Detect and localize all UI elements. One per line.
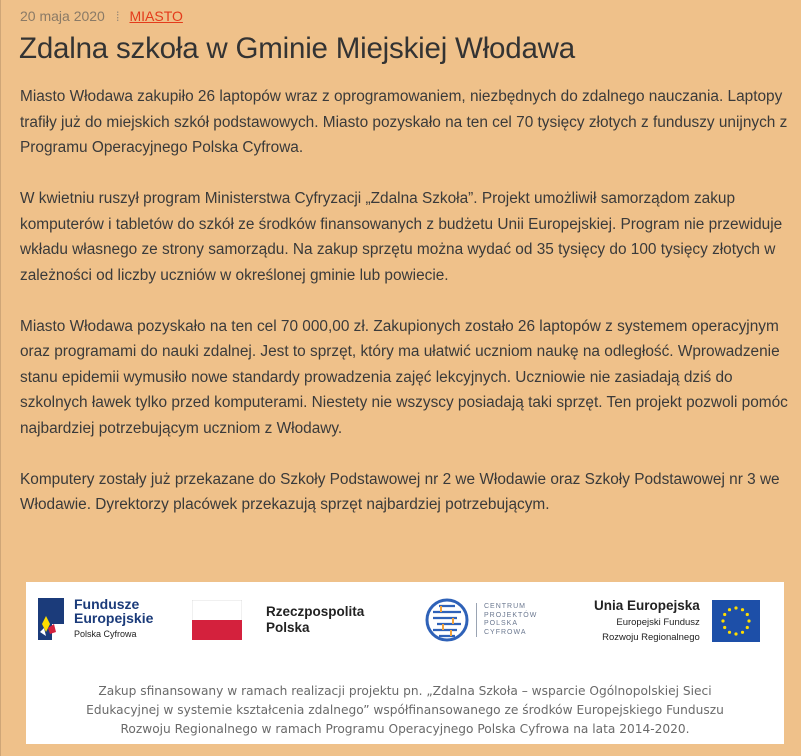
post-date: 20 maja 2020 — [20, 8, 105, 24]
fe-line3: Polska Cyfrowa — [74, 629, 137, 639]
article-paragraph: W kwietniu ruszył program Ministerstwa Cyfryzacji „Zdalna Szkoła”. Projekt umożliwił samorządom zakup komputerów i tabletów do szkół ze środków finansowanych z budżetu Unii Europejskiej. Program nie przewiduje wkładu własnego ze strony samorządu. Na zakup sprzętu można wydać od 35 tysięcy do 100 tysięcy złotych w zależności od liczby uczniów w określonej gminie lub powiecie. — [20, 190, 783, 284]
meta-separator: ⁞ — [115, 8, 120, 24]
fundusze-europejskie-icon — [34, 594, 68, 644]
article-paragraph: Komputery zostały już przekazane do Szkoły Podstawowej nr 2 we Włodawie oraz Szkoły Podstawowej nr 3 we Włodawie. Dyrektorzy placówek przekazują sprzęt najbardziej potrzebującym. — [20, 470, 780, 513]
fundusze-europejskie-logo — [34, 594, 153, 644]
ue-line2: Rozwoju Regionalnego — [602, 632, 700, 643]
cp-line2: PROJEKTÓW — [484, 611, 538, 619]
banner-caption — [26, 682, 784, 739]
unia-europejska-logo — [594, 598, 760, 643]
rp-line2: Polska — [266, 620, 310, 635]
centrum-projektow-logo — [424, 594, 537, 646]
fe-line2: Europejskie — [74, 610, 154, 626]
fe-line1: Fundusze — [74, 596, 140, 612]
rp-line1: Rzeczpospolita — [266, 604, 365, 619]
rzeczpospolita-polska-logo — [192, 600, 364, 640]
cp-line1: CENTRUM — [484, 603, 526, 610]
article-paragraph: Miasto Włodawa pozyskało na ten cel 70 000,00 zł. Zakupionych zostało 26 laptopów z systemem operacyjnym oraz programami do nauki zdalnej. Jest to sprzęt, który ma ułatwić uczniom naukę na odległość. Wprowadzenie stanu epidemii wymusiło nowe standardy prowadzenia zajęć lekcyjnych. Uczniowie nie zasiadają dziś do szkolnych ławek tylko przed komputerami. Niestety nie wszyscy posiadają taki sprzęt. Ten projekt pozwoli pomóc najbardziej potrzebującym uczniom z Włodawy. — [20, 317, 788, 437]
polish-flag-icon — [192, 600, 242, 640]
funding-banner — [26, 582, 784, 744]
cp-line3: POLSKA — [484, 620, 519, 627]
maze-icon — [424, 594, 470, 646]
caption-line: Rozwoju Regionalnego w ramach Programu Operacyjnego Polska Cyfrowa na lata 2014-2020. — [120, 722, 690, 736]
article-title: Zdalna szkoła w Gminie Miejskiej Włodawa — [19, 32, 575, 65]
post-meta — [20, 8, 183, 24]
article-paragraph: Miasto Włodawa zakupiło 26 laptopów wraz z oprogramowaniem, niezbędnych do zdalnego nauczania. Laptopy trafiły już do miejskich szkół podstawowych. Miasto pozyskało na ten cel 70 tysięcy złotych z funduszy unijnych z Programu Operacyjnego Polska Cyfrowa. — [20, 88, 788, 156]
eu-flag-icon — [712, 600, 760, 642]
article-body — [20, 84, 790, 543]
ue-line1: Europejski Fundusz — [616, 617, 700, 628]
caption-line: Edukacyjnej w systemie kształcenia zdalnego” współfinansowanego ze środków Europejskiego Funduszu — [86, 703, 724, 717]
caption-line: Zakup sfinansowany w ramach realizacji projektu pn. „Zdalna Szkoła – wsparcie Ogólnopolskiej Sieci — [98, 684, 712, 698]
ue-title: Unia Europejska — [594, 598, 700, 613]
page-border — [0, 0, 1, 756]
category-link[interactable]: MIASTO — [129, 8, 183, 24]
cp-line4: CYFROWA — [484, 628, 527, 636]
